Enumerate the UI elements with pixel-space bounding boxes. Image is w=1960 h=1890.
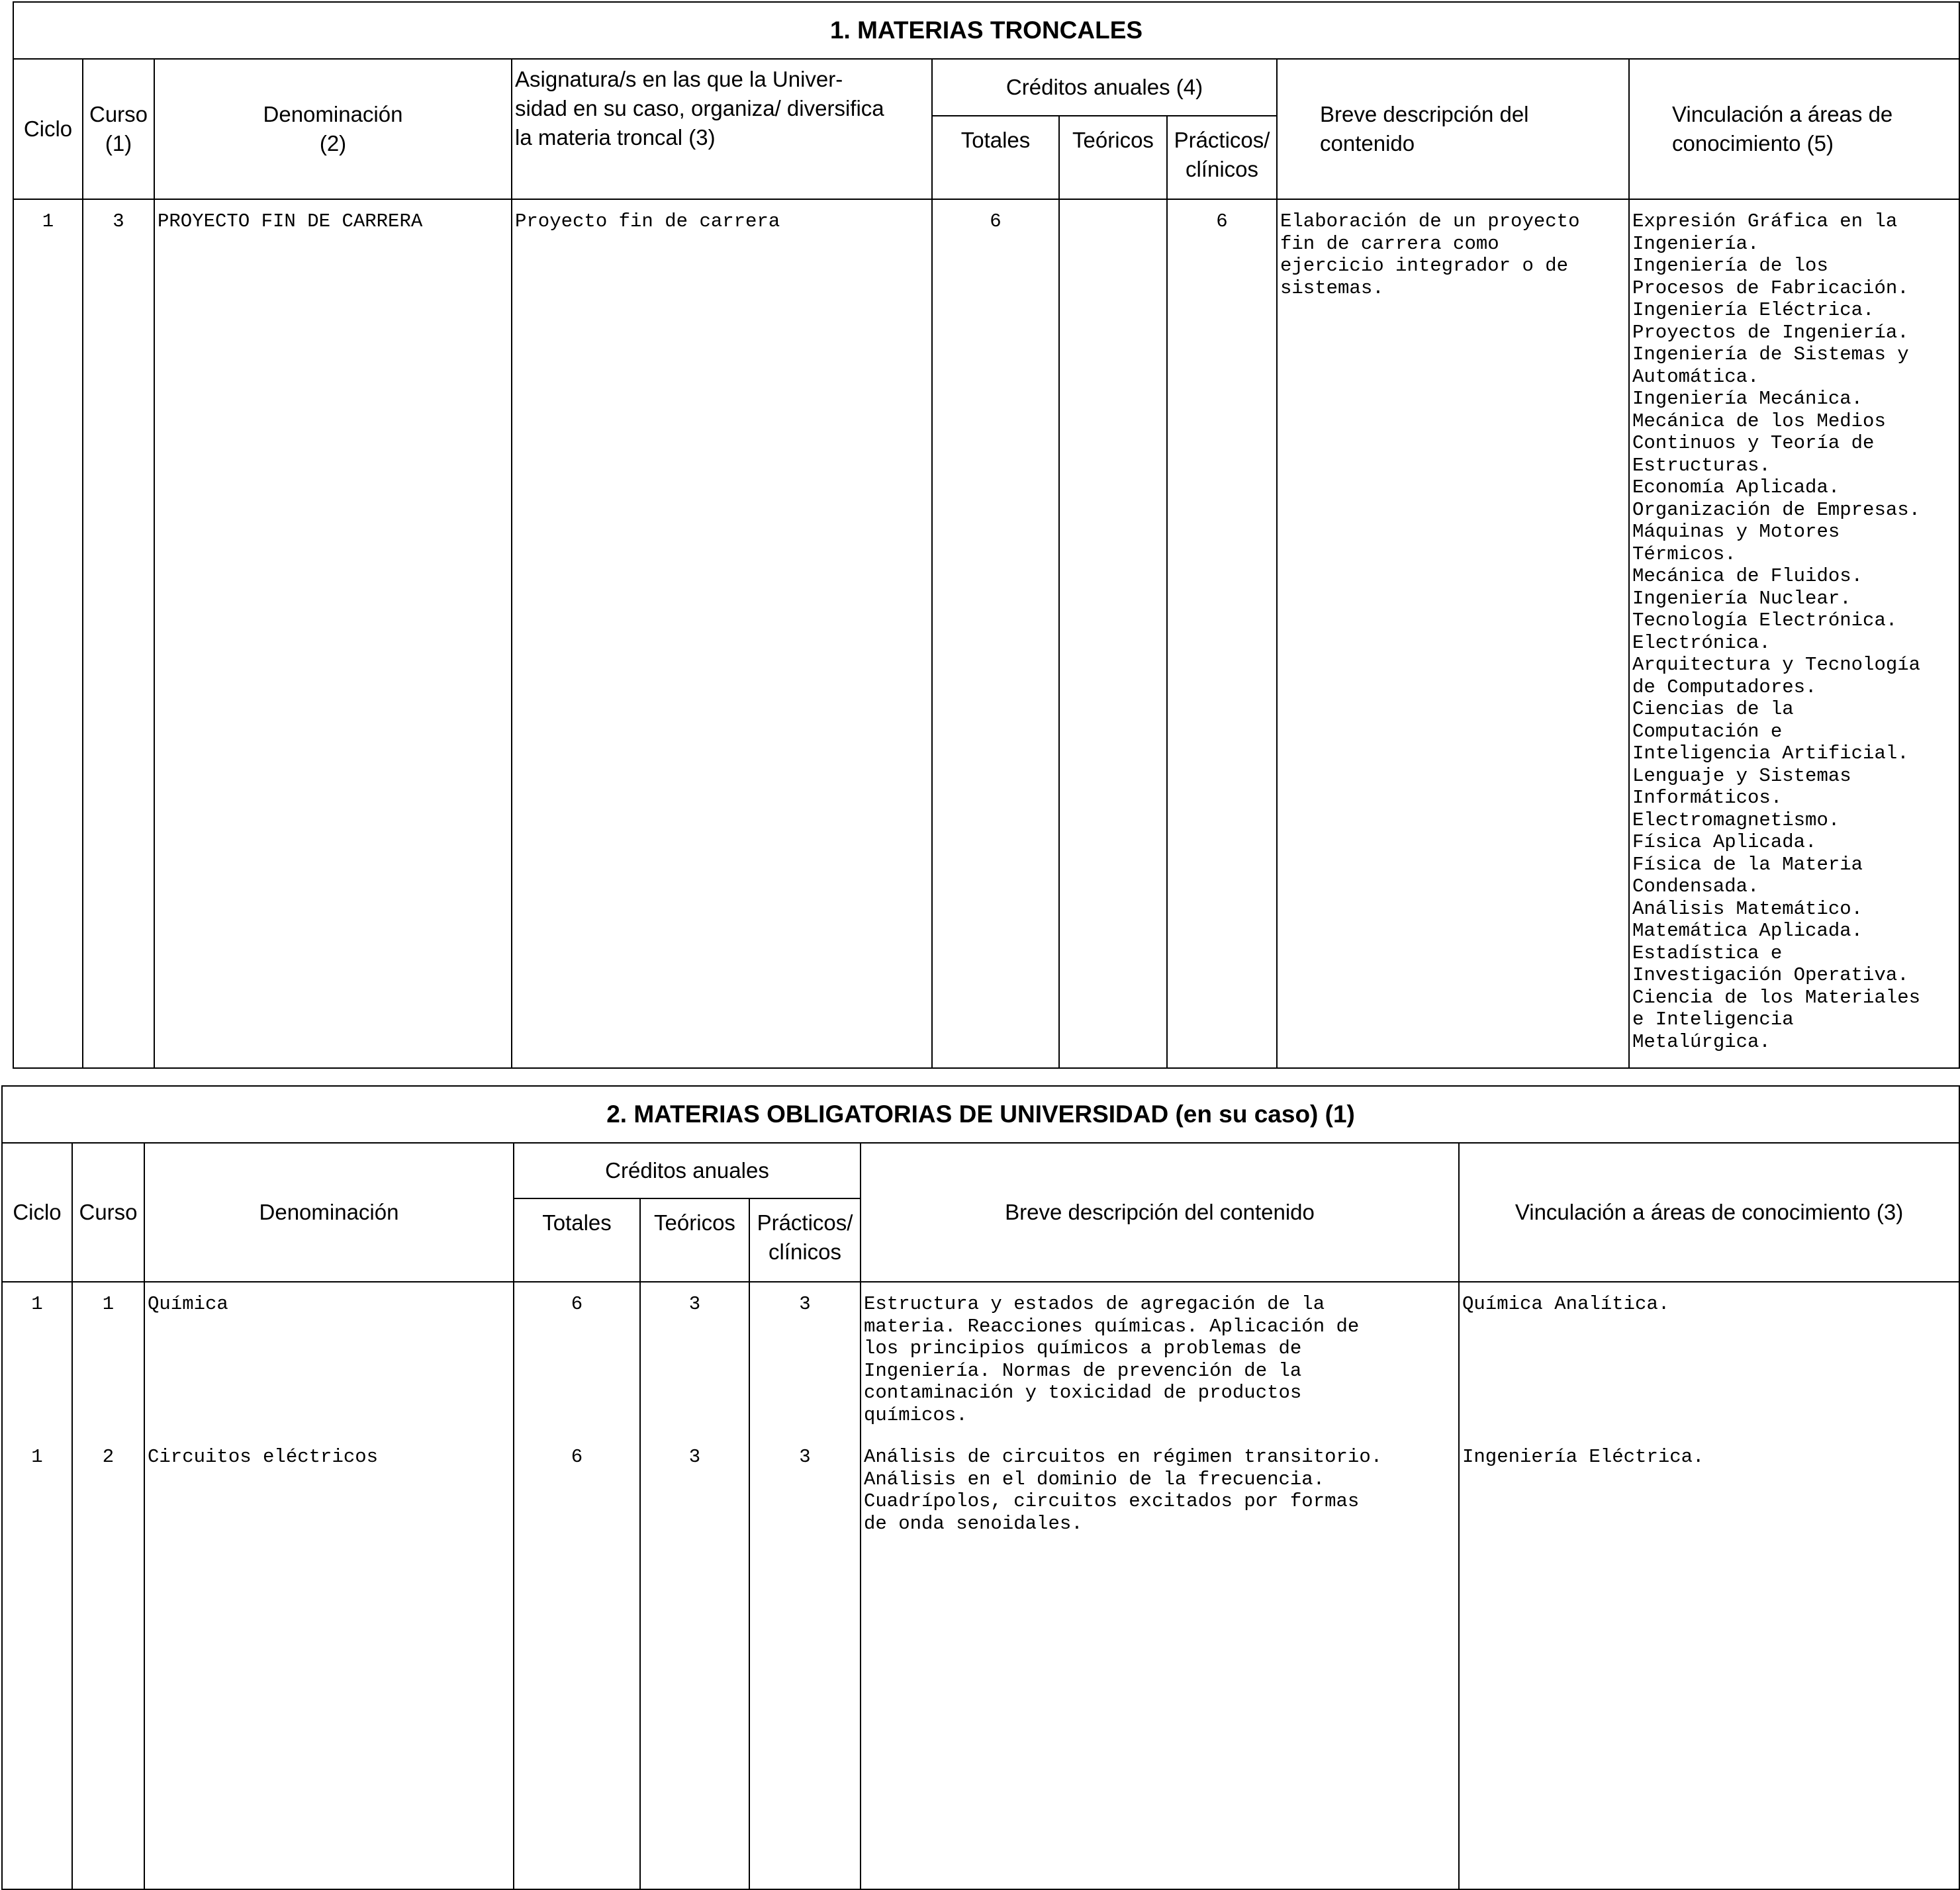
row-entry-curso: 1	[102, 1293, 115, 1315]
text-line: Estructura y estados de agregación de la	[864, 1293, 1325, 1315]
cell-totales: 6	[932, 199, 1059, 1068]
text-line: Organización de Empresas.	[1632, 498, 1921, 521]
text-line: Informáticos.	[1632, 787, 1783, 809]
text-line: Ingeniería Nuclear.	[1632, 587, 1851, 609]
row-entry-teoricos: 3	[688, 1293, 701, 1315]
header-teoricos: Teóricos	[1059, 116, 1167, 199]
header-practicos: Prácticos/ clínicos	[749, 1198, 861, 1282]
row-entry-denominacion: Química	[148, 1293, 228, 1315]
header-curso: Curso	[72, 1143, 144, 1282]
text-line: Arquitectura y Tecnología	[1632, 654, 1921, 676]
row-entry-curso: 2	[102, 1446, 115, 1468]
header-creditos-anuales: Créditos anuales	[514, 1143, 861, 1198]
table-body	[2, 1282, 1959, 1889]
text-line: e Inteligencia	[1632, 1009, 1794, 1030]
text-line: químicos.	[864, 1404, 968, 1426]
materias-troncales-table	[13, 1, 1960, 1069]
header-teoricos: Teóricos	[640, 1198, 749, 1282]
cell-descripcion	[861, 1282, 1459, 1889]
text-line: Ingeniería. Normas de prevención de la	[864, 1359, 1302, 1382]
text-line: Mecánica de los Medios	[1632, 410, 1886, 432]
text-line: Ciencia de los Materiales	[1632, 986, 1921, 1009]
header-asignaturas: Asignatura/s en las que la Univer- sidad en su caso, organiza/ diversifica la materia troncal (3)	[512, 59, 932, 199]
header-denominacion: Denominación	[144, 1143, 514, 1282]
row-entry-practicos: 3	[799, 1293, 811, 1315]
table-row	[13, 199, 1959, 1068]
text-line: Análisis en el dominio de la frecuencia.	[864, 1468, 1325, 1490]
materias-obligatorias-table	[1, 1085, 1960, 1890]
text-line: Análisis de circuitos en régimen transitorio.	[864, 1446, 1383, 1468]
text-line: Máquinas y Motores	[1632, 521, 1840, 543]
row-entry-totales: 6	[571, 1293, 583, 1315]
cell-practicos: 6	[1167, 199, 1277, 1068]
text-line: Ingeniería Eléctrica.	[1632, 299, 1875, 321]
text-line: Matemática Aplicada.	[1632, 920, 1863, 942]
text-line: Física Aplicada.	[1632, 831, 1817, 853]
row-entry-descripcion	[864, 1293, 1458, 1426]
row-entry-vinculacion	[1462, 1293, 1959, 1426]
text-line: Estadística e	[1632, 942, 1783, 964]
row-entry-denominacion: Circuitos eléctricos	[148, 1446, 379, 1468]
text-line: materia. Reacciones químicas. Aplicación de	[864, 1315, 1360, 1337]
text-line: de onda senoidales.	[864, 1512, 1083, 1535]
cell-vinculacion	[1629, 199, 1959, 1068]
text-line: de Computadores.	[1632, 676, 1817, 698]
text-line: Lenguaje y Sistemas	[1632, 764, 1851, 787]
cell-ciclo: 1	[13, 199, 83, 1068]
cell-denominacion: PROYECTO FIN DE CARRERA	[154, 199, 512, 1068]
text-line: Cuadrípolos, circuitos excitados por formas	[864, 1490, 1360, 1512]
cell-teoricos	[1059, 199, 1167, 1068]
text-line: Ciencias de la	[1632, 698, 1794, 720]
row-entry-practicos: 3	[799, 1446, 811, 1468]
header-descripcion: Breve descripción del contenido	[1277, 59, 1629, 199]
text-line: Ingeniería Eléctrica.	[1462, 1446, 1704, 1468]
text-line: Térmicos.	[1632, 543, 1736, 565]
text-line: Metalúrgica.	[1632, 1030, 1771, 1053]
row-entry-ciclo: 1	[31, 1293, 43, 1315]
cell-denominacion	[144, 1282, 514, 1889]
header-denominacion: Denominación (2)	[154, 59, 512, 199]
text-line: Proyectos de Ingeniería.	[1632, 321, 1909, 343]
cell-asignatura: Proyecto fin de carrera	[512, 199, 932, 1068]
header-ciclo: Ciclo	[13, 59, 83, 199]
text-line: Química Analítica.	[1462, 1293, 1670, 1315]
text-line: Física de la Materia	[1632, 853, 1863, 876]
text-line: Ingeniería de los	[1632, 255, 1828, 277]
row-entry-teoricos: 3	[688, 1446, 701, 1468]
text-line: Procesos de Fabricación.	[1632, 277, 1909, 299]
cell-descripcion	[1277, 199, 1629, 1068]
text-line: Continuos y Teoría de	[1632, 432, 1875, 454]
cell-practicos	[749, 1282, 861, 1889]
text-line: Automática.	[1632, 365, 1759, 388]
text-line: Estructuras.	[1632, 454, 1771, 476]
header-vinculacion: Vinculación a áreas de conocimiento (3)	[1459, 1143, 1959, 1282]
cell-ciclo	[2, 1282, 72, 1889]
header-vinculacion: Vinculación a áreas de conocimiento (5)	[1629, 59, 1959, 199]
text-line: Investigación Operativa.	[1632, 964, 1909, 986]
text-line: Expresión Gráfica en la	[1632, 210, 1898, 232]
cell-teoricos	[640, 1282, 749, 1889]
text-line: ejercicio integrador o de	[1280, 255, 1569, 277]
text-line: Computación e	[1632, 720, 1783, 742]
header-descripcion: Breve descripción del contenido	[861, 1143, 1459, 1282]
text-line: Ingeniería Mecánica.	[1632, 388, 1863, 410]
cell-curso	[72, 1282, 144, 1889]
section-title: 1. MATERIAS TRONCALES	[13, 2, 1959, 59]
text-line: contaminación y toxicidad de productos	[864, 1382, 1302, 1404]
text-line: fin de carrera como	[1280, 232, 1499, 255]
row-entry-descripcion	[864, 1446, 1458, 1535]
text-line: Tecnología Electrónica.	[1632, 609, 1898, 631]
section-title: 2. MATERIAS OBLIGATORIAS DE UNIVERSIDAD (en su caso) (1)	[2, 1086, 1959, 1143]
row-entry-ciclo: 1	[31, 1446, 43, 1468]
text-line: los principios químicos a problemas de	[864, 1337, 1302, 1359]
text-line: Economía Aplicada.	[1632, 476, 1840, 498]
row-entry-vinculacion	[1462, 1446, 1959, 1535]
header-totales: Totales	[514, 1198, 640, 1282]
text-line: Mecánica de Fluidos.	[1632, 565, 1863, 587]
text-line: sistemas.	[1280, 277, 1384, 299]
header-totales: Totales	[932, 116, 1059, 199]
text-line: Electrónica.	[1632, 631, 1771, 654]
header-curso: Curso (1)	[83, 59, 154, 199]
text-line: Análisis Matemático.	[1632, 897, 1863, 920]
cell-vinculacion	[1459, 1282, 1959, 1889]
header-creditos-anuales: Créditos anuales (4)	[932, 59, 1277, 116]
cell-curso: 3	[83, 199, 154, 1068]
text-line: Ingeniería de Sistemas y	[1632, 343, 1909, 365]
row-entry-totales: 6	[571, 1446, 583, 1468]
header-practicos: Prácticos/ clínicos	[1167, 116, 1277, 199]
text-line: Inteligencia Artificial.	[1632, 742, 1909, 764]
cell-totales	[514, 1282, 640, 1889]
text-line: Ingeniería.	[1632, 232, 1759, 255]
text-line: Elaboración de un proyecto	[1280, 210, 1580, 232]
header-ciclo: Ciclo	[2, 1143, 72, 1282]
text-line: Condensada.	[1632, 876, 1759, 897]
text-line: Electromagnetismo.	[1632, 809, 1840, 831]
